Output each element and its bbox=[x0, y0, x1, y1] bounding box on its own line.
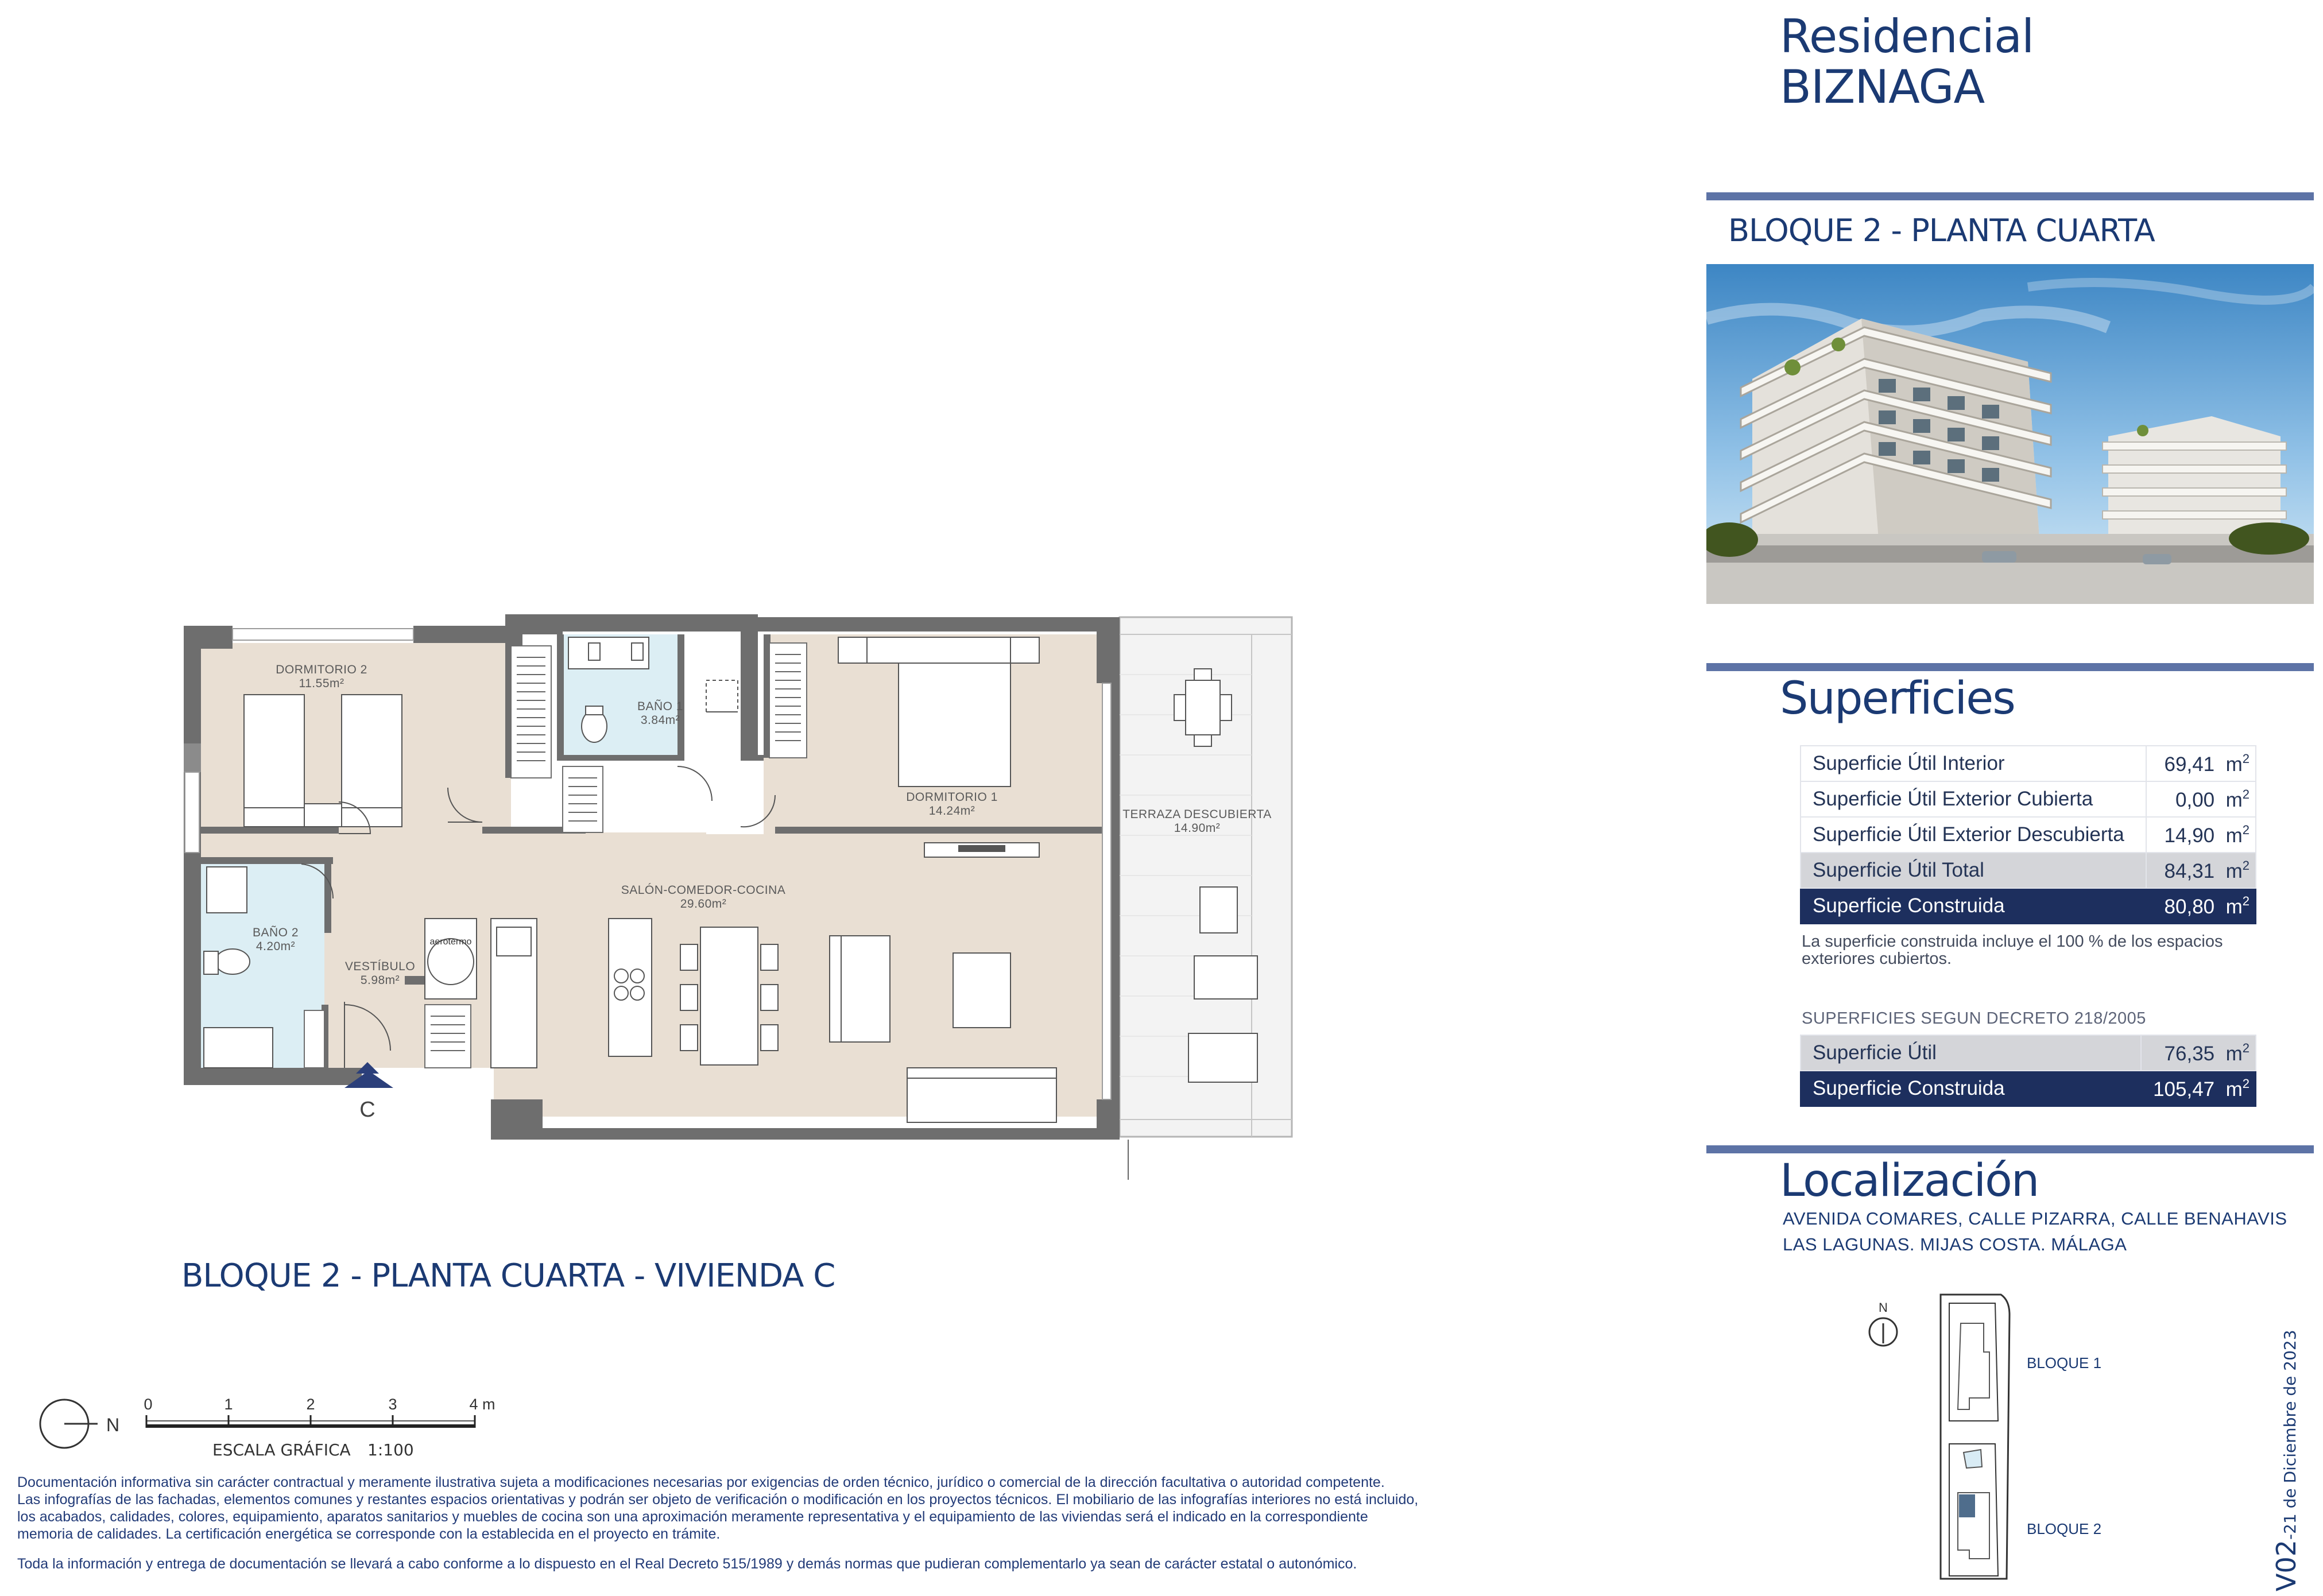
disclaimer-line: Documentación informativa sin carácter contractual y meramente ilustrativa sujeta a modificaciones necesarias por exigencias de orden técnico, jurídico o comercial de la dirección facultativa o autoridad competente. bbox=[17, 1474, 1385, 1490]
disclaimer-line: Toda la información y entrega de documentación se llevará a cabo conforme a lo dispuesto en el Real Decreto 515/1989 y demás normas que pudieran complementarlo ya sean de carácter estatal o autonómico. bbox=[17, 1556, 1357, 1572]
building-render-image bbox=[1706, 264, 2314, 604]
table-row-construida bbox=[1801, 888, 2256, 924]
disclaimer-line: memoria de calidades. La certificación energética se corresponde con la establecida en el proyecto en trámite. bbox=[17, 1526, 721, 1542]
room-label-dormitorio-1: DORMITORIO 1 bbox=[906, 791, 998, 804]
room-area-terraza: 14.90m² bbox=[1174, 822, 1221, 835]
divider-rule bbox=[1706, 663, 2314, 671]
disclaimer-line: los acabados, calidades, colores, equipamiento, aparatos sanitarios y muebles de cocina son una aproximación meramente representativa y el equipamiento de las viviendas será el indicado en la correspondiente bbox=[17, 1509, 1368, 1525]
divider-rule bbox=[1706, 192, 2314, 200]
room-area-vestibulo: 5.98m² bbox=[360, 974, 400, 987]
row-label: Superficie Útil Exterior Descubierta bbox=[1801, 817, 2146, 853]
plan-caption: BLOQUE 2 - PLANTA CUARTA - VIVIENDA C bbox=[181, 1257, 835, 1295]
decreto-title: SUPERFICIES SEGUN DECRETO 218/2005 bbox=[1802, 1009, 2146, 1028]
brand-line-2: BIZNAGA bbox=[1780, 60, 1985, 114]
table-row bbox=[1801, 781, 2256, 817]
table-row bbox=[1801, 1071, 2256, 1106]
site-label-bloque-2: BLOQUE 2 bbox=[2027, 1520, 2102, 1537]
table-row bbox=[1801, 1035, 2256, 1071]
row-label: Superficie Construida bbox=[1801, 888, 2146, 924]
room-area-dormitorio-1: 14.24m² bbox=[928, 804, 975, 818]
decreto-table bbox=[1800, 1035, 2256, 1107]
site-label-bloque-1: BLOQUE 1 bbox=[2027, 1354, 2102, 1372]
room-label-vestibulo: VESTÍBULO bbox=[344, 960, 416, 973]
table-row-total bbox=[1801, 853, 2256, 888]
row-value: 0,00 $m^2$ bbox=[2146, 781, 2256, 817]
scale-tick: 1 bbox=[224, 1396, 233, 1413]
block-title: BLOQUE 2 - PLANTA CUARTA bbox=[1728, 212, 2155, 249]
room-label-terraza: TERRAZA DESCUBIERTA bbox=[1122, 808, 1272, 821]
room-label-bano-1: BAÑO 1 bbox=[637, 700, 684, 713]
floor-plan bbox=[172, 600, 1344, 1186]
row-value: 105,47 $m^2$ bbox=[2141, 1071, 2256, 1106]
room-area-bano-1: 3.84m² bbox=[640, 714, 680, 727]
scale-tick: 3 bbox=[388, 1396, 397, 1413]
table-row bbox=[1801, 746, 2256, 781]
room-area-bano-2: 4.20m² bbox=[255, 940, 296, 953]
room-label-dormitorio-2: DORMITORIO 2 bbox=[276, 663, 367, 676]
row-label: Superficie Útil Interior bbox=[1801, 746, 2146, 781]
disclaimer-block bbox=[17, 1474, 1682, 1572]
scale-ratio: 1:100 bbox=[367, 1440, 414, 1459]
row-value: 80,80 $m^2$ bbox=[2146, 888, 2256, 924]
scale-north-label: N bbox=[106, 1415, 120, 1435]
version-code: V02 bbox=[2271, 1539, 2302, 1591]
address-line-2: LAS LAGUNAS. MIJAS COSTA. MÁLAGA bbox=[1783, 1234, 2127, 1254]
row-value: 69,41 $m^2$ bbox=[2146, 746, 2256, 781]
version-date: -21 de Diciembre de 2023 bbox=[2281, 1330, 2299, 1540]
site-map bbox=[1854, 1289, 2142, 1593]
entrance-letter: C bbox=[359, 1098, 375, 1122]
version-stamp bbox=[2271, 1330, 2302, 1591]
disclaimer-line: Las infografías de las fachadas, elementos comunes y restantes espacios orientativas y podrán ser objeto de verificación o modificación en los proyectos técnicos. El mobiliario de las infografías interiores no está incluido, bbox=[17, 1492, 1419, 1508]
room-area-salon: 29.60m² bbox=[680, 897, 727, 911]
table-row bbox=[1801, 817, 2256, 853]
brand-title bbox=[1780, 11, 2034, 113]
section-title-superficies: Superficies bbox=[1780, 673, 2015, 725]
address-line-1: AVENIDA COMARES, CALLE PIZARRA, CALLE BENAHAVIS bbox=[1783, 1208, 2287, 1229]
row-value: 84,31 $m^2$ bbox=[2146, 853, 2256, 888]
north-label: N bbox=[1879, 1300, 1888, 1315]
row-label: Superficie Útil Exterior Cubierta bbox=[1801, 781, 2146, 817]
brand-line-1: Residencial bbox=[1780, 10, 2034, 63]
scale-bar bbox=[34, 1392, 528, 1461]
row-label: Superficie Útil Total bbox=[1801, 853, 2146, 888]
row-label: Superficie Útil bbox=[1801, 1035, 2141, 1071]
section-title-localizacion: Localización bbox=[1780, 1155, 2039, 1207]
room-area-dormitorio-2: 11.55m² bbox=[299, 677, 344, 690]
scale-label: ESCALA GRÁFICA bbox=[212, 1440, 351, 1459]
row-label: Superficie Construida bbox=[1801, 1071, 2141, 1106]
row-value: 76,35 $m^2$ bbox=[2141, 1035, 2256, 1071]
room-label-bano-2: BAÑO 2 bbox=[252, 926, 299, 939]
scale-tick: 2 bbox=[306, 1396, 315, 1413]
scale-tick: 0 bbox=[144, 1396, 153, 1413]
row-value: 14,90 $m^2$ bbox=[2146, 817, 2256, 853]
scale-tick: 4 m bbox=[469, 1396, 495, 1413]
superficies-note: La superficie construida incluye el 100 % de los espacios exteriores cubiertos. bbox=[1802, 932, 2223, 968]
room-label-salon: SALÓN-COMEDOR-COCINA bbox=[621, 884, 786, 897]
divider-rule bbox=[1706, 1145, 2314, 1153]
aerotermo-label: aerotermo bbox=[429, 937, 472, 947]
superficies-table bbox=[1800, 745, 2256, 924]
